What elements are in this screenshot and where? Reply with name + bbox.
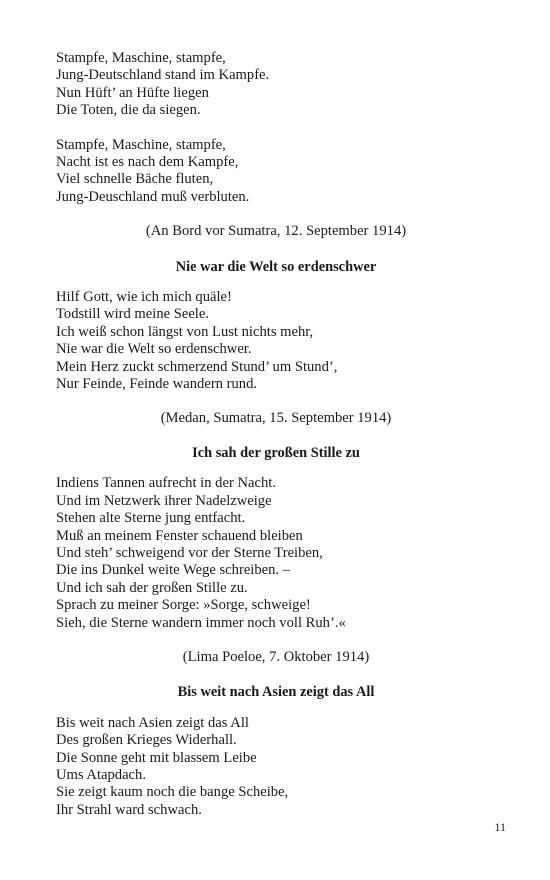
verse-line: Jung-Deuschland muß verbluten. (56, 188, 250, 205)
poem-bis-weit-nach-asien (56, 684, 496, 819)
stanza (56, 50, 496, 120)
poem-title: Bis weit nach Asien zeigt das All (177, 684, 375, 701)
verse-line: Sie zeigt kaum noch die bange Scheibe, (56, 784, 289, 801)
verse-line: Ich weiß schon längst von Lust nichts mehr, (56, 323, 314, 340)
verse-line: Nacht ist es nach dem Kampfe, (56, 154, 239, 171)
verse-line: Bis weit nach Asien zeigt das All (56, 714, 249, 731)
poem-dateline: (An Bord vor Sumatra, 12. September 1914) (145, 223, 407, 240)
poem-nie-war-die-welt (56, 259, 496, 427)
poem-title: Ich sah der großen Stille zu (192, 444, 360, 461)
poem-dateline: (Medan, Sumatra, 15. September 1914) (160, 409, 392, 426)
page-number: 11 (494, 820, 506, 834)
poem-ich-sah-der-grossen-stille-zu (56, 445, 496, 666)
verse-line: Sieh, die Sterne wandern immer noch voll Ruh’.« (56, 614, 346, 631)
verse-line: Die Toten, die da siegen. (56, 102, 201, 119)
verse-line: Des großen Krieges Widerhall. (56, 732, 237, 749)
verse-line: Stehen alte Sterne jung entfacht. (56, 510, 246, 527)
verse-line: Nun Hüft’ an Hüfte liegen (56, 84, 209, 101)
stanza (56, 475, 496, 632)
verse-line: Stampfe, Maschine, stampfe, (56, 136, 226, 153)
verse-line: Nur Feinde, Feinde wandern rund. (56, 376, 258, 393)
verse-line: Jung-Deutschland stand im Kampfe. (56, 67, 270, 84)
stanza (56, 289, 496, 393)
book-page (56, 50, 496, 819)
poem-dateline: (Lima Poeloe, 7. Oktober 1914) (182, 648, 370, 665)
verse-line: Und steh’ schweigend vor der Sterne Treiben, (56, 544, 323, 561)
poem-stampfe (56, 50, 496, 241)
verse-line: Mein Herz zuckt schmerzend Stund’ um Stund’, (56, 358, 338, 375)
verse-line: Stampfe, Maschine, stampfe, (56, 50, 226, 66)
verse-line: Viel schnelle Bäche fluten, (56, 171, 214, 188)
verse-line: Und im Netzwerk ihrer Nadelzweige (56, 492, 272, 509)
verse-line: Die ins Dunkel weite Wege schreiben. – (56, 562, 291, 579)
verse-line: Und ich sah der großen Stille zu. (56, 579, 248, 596)
poem-title: Nie war die Welt so erdenschwer (175, 258, 377, 275)
verse-line: Ihr Strahl ward schwach. (56, 801, 202, 818)
verse-line: Muß an meinem Fenster schauend bleiben (56, 527, 303, 544)
verse-line: Ums Atapdach. (56, 767, 146, 783)
verse-line: Indiens Tannen aufrecht in der Nacht. (56, 475, 276, 492)
stanza (56, 137, 496, 207)
verse-line: Sprach zu meiner Sorge: »Sorge, schweige! (56, 597, 311, 614)
stanza (56, 715, 496, 819)
verse-line: Nie war die Welt so erdenschwer. (56, 341, 252, 358)
verse-line: Hilf Gott, wie ich mich quäle! (56, 289, 232, 306)
verse-line: Die Sonne geht mit blassem Leibe (56, 749, 257, 766)
verse-line: Todstill wird meine Seele. (56, 306, 209, 323)
